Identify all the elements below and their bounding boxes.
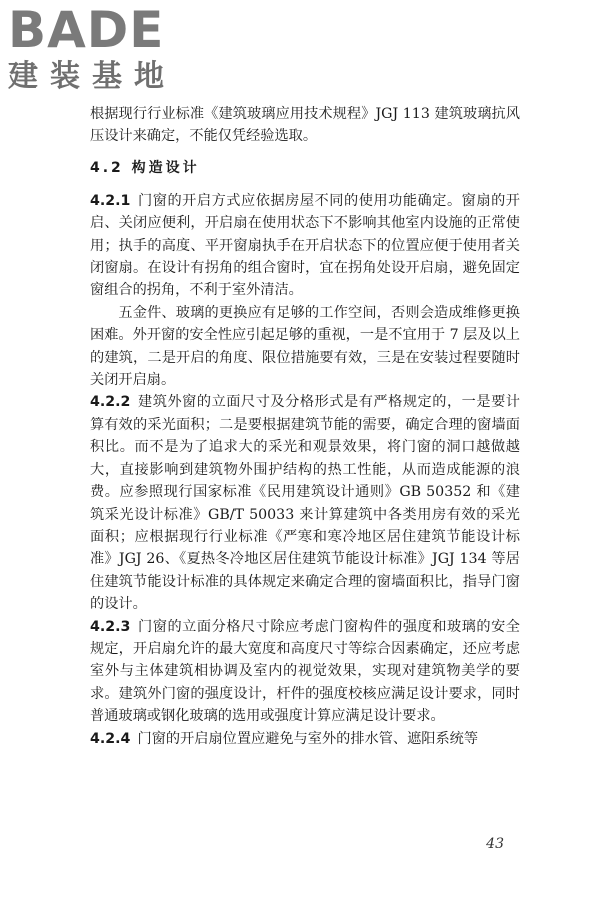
- logo-brand: BADE: [8, 1, 165, 59]
- clause-text: 门窗的开启扇位置应避免与室外的排水管、遮阳系统等: [137, 730, 479, 747]
- bade-logo: [8, 1, 183, 96]
- clause-4-2-1: [90, 190, 520, 302]
- clause-text: 五金件、玻璃的更换应有足够的工作空间，否则会造成维修更换困难。外开窗的安全性应引起足够的重视，一是不宜用于 7 层及以上的建筑，二是开启的角度、限位措施要有效，三是在安装过程要随时关闭开启扇。: [90, 304, 520, 389]
- clause-number: 4.2.4: [90, 730, 131, 747]
- clause-4-2-4: [90, 728, 520, 750]
- clause-4-2-1-continued: [90, 302, 520, 392]
- clause-4-2-2: [90, 391, 520, 615]
- clause-number: 4.2.2: [90, 394, 131, 411]
- intro-paragraph: 根据现行行业标准《建筑玻璃应用技术规程》JGJ 113 建筑玻璃抗风压设计来确定，不能仅凭经验选取。: [90, 106, 520, 145]
- clause-text: 门窗的立面分格尺寸除应考虑门窗构件的强度和玻璃的安全规定，开启扇允许的最大宽度和高度尺寸等综合因素确定，还应考虑室外与主体建筑相协调及室内的视觉效果，实现对建筑物美学的要求。建筑外门窗的强度设计，杆件的强度校核应满足设计要求，同时普通玻璃或钢化玻璃的选用或强度计算应满足设计要求。: [90, 618, 520, 725]
- page-number: 43: [486, 836, 504, 852]
- section-title: 4.2 构造设计: [90, 159, 200, 176]
- clause-number: 4.2.3: [90, 618, 131, 635]
- clause-4-2-3: [90, 616, 520, 728]
- document-body: [90, 103, 520, 750]
- clause-text: 建筑外窗的立面尺寸及分格形式是有严格规定的，一是要计算有效的采光面积；二是要根据建筑节能的需要，确定合理的窗墙面积比。而不是为了追求大的采光和观景效果，将门窗的洞口越做越大，直接影响到建筑物外围护结构的热工性能，从而造成能源的浪费。应参照现行国家标准《民用建筑设计通则》GB 50352 和《建筑采光设计标准》GB/T 50033 来计算建筑中各类用房有效的采光面积；应根据现行行业标准《严寒和寒冷地区居住建筑节能设计标准》JGJ 26、《夏热冬冷地区居住建筑节能设计标准》JGJ 134 等居住建筑节能设计标准的具体规定来确定合理的窗墙面积比，指导门窗的设计。: [90, 394, 520, 613]
- clause-text: 门窗的开启方式应依据房屋不同的使用功能确定。窗扇的开启、关闭应便利，开启扇在使用状态下不影响其他室内设施的正常使用；执手的高度、平开窗扇执手在开启状态下的位置应便于使用者关闭窗扇。在设计有拐角的组合窗时，宜在拐角处设开启扇，避免固定窗组合的拐角，不利于室外清洁。: [90, 192, 520, 299]
- clause-number: 4.2.1: [90, 192, 131, 209]
- logo-subtitle: 建装基地: [8, 59, 176, 94]
